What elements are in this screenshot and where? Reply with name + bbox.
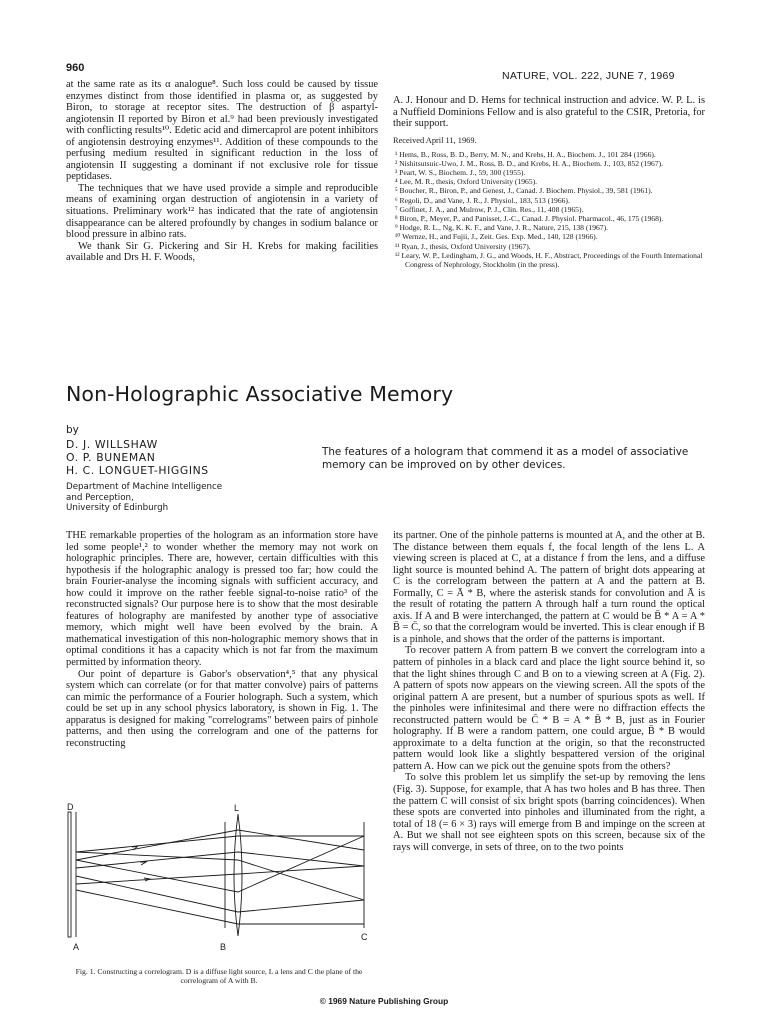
reference: ⁷ Goffinet, J. A., and Mulrow, P. J., Clin. Res., 11, 408 (1965). — [395, 204, 584, 214]
running-head: NATURE, VOL. 222, JUNE 7, 1969 — [502, 70, 675, 82]
affiliation-line: and Perception, — [66, 492, 134, 503]
paragraph: A. J. Honour and D. Hems for technical instruction and advice. W. P. L. is a Nuffield Dominions Fellow and is also grateful to the CSIR, Pretoria, for their support. — [393, 95, 705, 130]
reference: ³ Peart, W. S., Biochem. J., 59, 300 (1955). — [395, 168, 526, 178]
body-right-column — [393, 530, 705, 853]
reference: ¹¹ Ryan, J., thesis, Oxford University (1967). — [395, 241, 531, 251]
article-lede: The features of a hologram that commend it as a model of associative memory can be improved on by other devices. — [322, 446, 689, 471]
reference: ¹ Hems, B., Ross, B. D., Berry, M. N., and Krebs, H. A., Biochem. J., 101 284 (1966). — [395, 149, 656, 159]
paragraph: Our point of departure is Gabor's observation⁴,⁵ that any physical system which can correlate (or for that matter convolve) pairs of patterns can mimic the performance of a Fourier holograph. Such a system, which could be set up in any school physics laboratory, is shown in Fig. 1. The apparatus is designed for making "correlograms" between pairs of pinhole patterns, and then using the correlogram and one of the patterns for reconstructing — [66, 668, 378, 749]
reference: ¹⁰ Wernze, H., and Fujii, J., Zeit. Ges. Exp. Med., 140, 128 (1966). — [395, 232, 598, 242]
label-l: L — [234, 803, 240, 813]
page-number: 960 — [66, 62, 85, 74]
copyright-footer: © 1969 Nature Publishing Group — [319, 996, 449, 1006]
acknowledgement — [393, 95, 705, 130]
affiliation-line: Department of Machine Intelligence — [66, 482, 223, 492]
label-c: C — [361, 932, 368, 942]
label-d: D — [67, 802, 74, 812]
author-list — [66, 438, 209, 477]
ray — [76, 890, 364, 924]
figure-1-caption: Fig. 1. Constructing a correlogram. D is a diffuse light source, L a lens and C the plane of the correlogram of A with B. — [75, 967, 363, 986]
reference: ⁸ Biron, P., Meyer, P., and Panisset, J.-C., Canad. J. Physiol. Pharmacol., 46, 175 (1968). — [395, 214, 664, 224]
arrowhead — [140, 862, 146, 865]
top-left-column — [66, 79, 378, 264]
label-a: A — [73, 942, 80, 952]
paragraph: its partner. One of the pinhole patterns is mounted at A, and the other at B. The distance between them equals f, the focal length of the lens L. A viewing screen is placed at C, at a distance f from the lens, and a diffuse light source is mounted behind A. The pattern of bright dots appearing at C is the correlogram between the pattern at A and the pattern at B. Formally, C = Ā * B, where the asterisk stands for convolution and Ā is the result of rotating the pattern A through half a turn round the optical axis. If A and B were interchanged, the pattern at C would be B̄ * A = A * B̄ = C̄, so that the correlogram would be inverted. This is clear enough if B is a pinhole, and shows that the order of the patterns is important. — [393, 530, 705, 645]
affiliation-line: University of Edinburgh — [66, 503, 169, 514]
article-title: Non-Holographic Associative Memory — [66, 382, 454, 406]
paragraph: THE remarkable properties of the hologram as an information store have led some people¹,² to wonder whether the memory may not work on holographic principles. There are, however, certain difficulties with this hypothesis if the holographic analogy is pressed too far; how could the brain Fourier-analyse the incoming signals with sufficient accuracy, and how could it improve on the rather feeble signal-to-noise ratio³ of the reconstructed signals? Our purpose here is to show that the most desirable features of holography are manifested by another type of associative memory, which might well have been evolved by the brain. A mathematical investigation of this non-holographic memory shows that in optimal conditions it has a capacity which is not far from the maximum permitted by information theory. — [66, 530, 378, 669]
author: D. J. WILLSHAW — [66, 438, 158, 451]
paragraph: To recover pattern A from pattern B we convert the correlogram into a pattern of pinholes in a black card and place the light source behind it, so that the light shines through C and B on to a viewing screen at A (Fig. 2). A pattern of spots now appears on the viewing screen. All the spots of the original pattern A are present, but a number of spurious spots as well. If the pinholes were infinitesimal and there were no diffraction effects the reconstructed pattern would be C̄ * B = A * B̄ * B, just as in Fourier holography. If B were a random pattern, one could argue, B̄ * B would approximate to a delta function at the origin, so that the reconstructed pattern would look like a slightly bespattered version of the original pattern A. How can we pick out the genuine spots from the others? — [393, 645, 705, 772]
reference: ⁴ Lee, M. R., thesis, Oxford University (1965). — [395, 177, 538, 187]
ray — [76, 852, 364, 900]
reference: ⁵ Boucher, R., Biron, P., and Genest, J., Canad. J. Biochem. Physiol., 39, 581 (1961). — [395, 186, 653, 196]
affiliation — [66, 482, 222, 514]
reference: ¹² Leary, W. P., Ledingham, J. G., and Woods, H. F., Abstract, Proceedings of the Fourth International Congress of Nephrology, Stockholm (in the press). — [395, 250, 703, 270]
paragraph: at the same rate as its α analogue⁸. Such loss could be caused by tissue enzymes distinct from those identified in plasma or, as suggested by Biron, to storage at receptor sites. The destruction of β aspartyl-angiotensin II reported by Biron et al.⁹ had been previously investigated with conflicting results¹⁰. Edetic acid and dimercaprol are potent inhibitors of angiotensin destroying enzymes¹¹. Addition of these compounds to the perfusing medium resulted in significant reduction in the loss of angiotensin II suggesting a dominant if not exclusive role for tissue peptidases. — [66, 79, 378, 183]
body-left-column — [66, 530, 378, 749]
paragraph: To solve this problem let us simplify the set-up by removing the lens (Fig. 3). Suppose, for example, that A has two holes and B has three. Then the pattern C will consist of six bright spots (barring coincidences). When these spots are converted into pinholes and illuminated from the right, a total of 18 (= 6 × 3) rays will emerge from B and impinge on the screen at A. But we shall not see eighteen spots on this screen, because six of the rays will converge, in sets of three, on to the two points — [393, 772, 705, 853]
lens-l — [234, 814, 242, 936]
author: H. C. LONGUET-HIGGINS — [66, 464, 209, 477]
byline: by — [66, 424, 79, 436]
reference: ⁶ Regoli, D., and Vane, J. R., J. Physiol., 183, 513 (1966). — [395, 195, 570, 205]
author: O. P. BUNEMAN — [66, 451, 156, 464]
label-b: B — [220, 942, 227, 952]
ray — [76, 836, 364, 852]
reference: ² Nishitsutsuic-Uwo, J. M., Ross, B. D., and Krebs, H. A., Biochem. J., 103, 852 (1967). — [395, 158, 664, 168]
top-right-column — [393, 95, 705, 269]
reference-list — [393, 150, 705, 270]
reference: ⁹ Hodge, R. L., Ng, K. K. F., and Vane, J. R., Nature, 215, 138 (1967). — [395, 223, 609, 233]
paragraph: The techniques that we have used provide a simple and reproducible means of examining organ destruction of angiotensin in a variety of situations. Preliminary work¹² has indicated that the rate of angiotensin disappearance can be altered profoundly by changes in sodium balance or blood pressure in albino rats. — [66, 182, 378, 241]
figure-1-diagram — [60, 800, 380, 960]
paragraph: We thank Sir G. Pickering and Sir H. Krebs for making facilities available and Drs H. F. Woods, — [66, 240, 378, 264]
received-date: Received April 11, 1969. — [393, 135, 477, 145]
light-source-d — [68, 812, 71, 937]
